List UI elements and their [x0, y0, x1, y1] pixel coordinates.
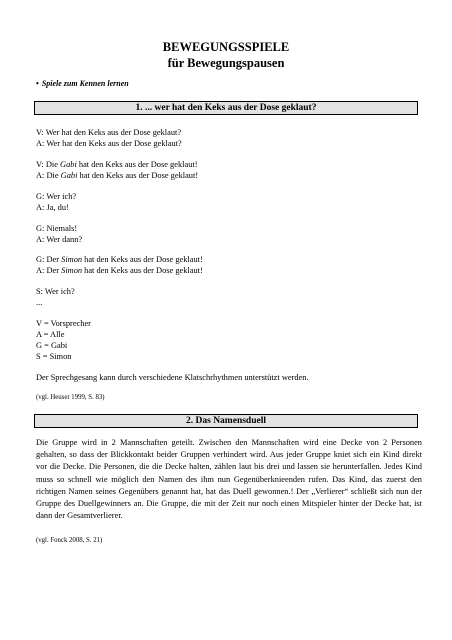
section-paragraph: Die Gruppe wird in 2 Mannschaften geteilt. Zwischen den Mannschaften wird eine Decke von 2 Personen gehalten, so dass der Blickkontakt beider Gruppen verhindert wird. Aus jeder Gruppe kniet sich ein Kind direkt vor die Decke. Die Personen, die die Decke halten, zählen laut bis drei und lassen sie herunterfallen. Jedes Kind muss so schnell wie möglich den Namen des ihm nun Gegenüberknieenden rufen. Das Kind, das zuerst den richtigen Namen seines Gegenübers genannt hat, hat das Duell gewonnen.! Der „Verlierer“ schließt sich nun der Gruppe des Duellgewinners an. Die Gruppe, die mit der Zeit nur noch einen Mitspieler hinter der Decke hat, ist dann der Gesamtverlierer. — [36, 438, 422, 521]
legend-item: V = Vorsprecher — [36, 319, 91, 328]
section-note: Der Sprechgesang kann durch verschiedene Klatschrhythmen unterstützt werden. — [36, 373, 309, 382]
source-reference: (vgl. Heuser 1999, S. 83) — [36, 394, 105, 401]
section-heading-1: 1. ... wer hat den Keks aus der Dose geklaut? — [34, 101, 418, 115]
dialog-line: A: Wer dann? — [36, 235, 83, 244]
dialog-line: G: Der Simon hat den Keks aus der Dose geklaut! — [36, 255, 203, 264]
category-bullet — [36, 79, 129, 88]
dialog-line: G: Wer ich? — [36, 192, 77, 201]
section-heading-2: 2. Das Namensduell — [34, 414, 418, 428]
dialog-line: S: Wer ich? — [36, 287, 75, 296]
dialog-line: G: Niemals! — [36, 224, 78, 233]
dialog-line: A: Die Gabi hat den Keks aus der Dose geklaut! — [36, 171, 199, 180]
dialog-line: A: Ja, du! — [36, 203, 69, 212]
bullet-icon: • — [36, 79, 39, 88]
legend-item: S = Simon — [36, 352, 72, 361]
category-label: Spiele zum Kennen lernen — [41, 79, 129, 88]
legend-item: A = Alle — [36, 330, 65, 339]
dialog-line: V: Die Gabi hat den Keks aus der Dose geklaut! — [36, 160, 198, 169]
source-reference: (vgl. Fonck 2008, S. 21) — [36, 537, 103, 544]
page-subtitle: für Bewegungspausen — [167, 56, 285, 70]
dialog-ellipsis: ... — [36, 298, 43, 307]
legend-item: G = Gabi — [36, 341, 68, 350]
dialog-line: A: Der Simon hat den Keks aus der Dose geklaut! — [36, 266, 203, 275]
dialog-line: A: Wer hat den Keks aus der Dose geklaut? — [36, 139, 182, 148]
page-title: BEWEGUNGSSPIELE — [162, 40, 290, 54]
dialog-line: V: Wer hat den Keks aus der Dose geklaut? — [36, 128, 182, 137]
